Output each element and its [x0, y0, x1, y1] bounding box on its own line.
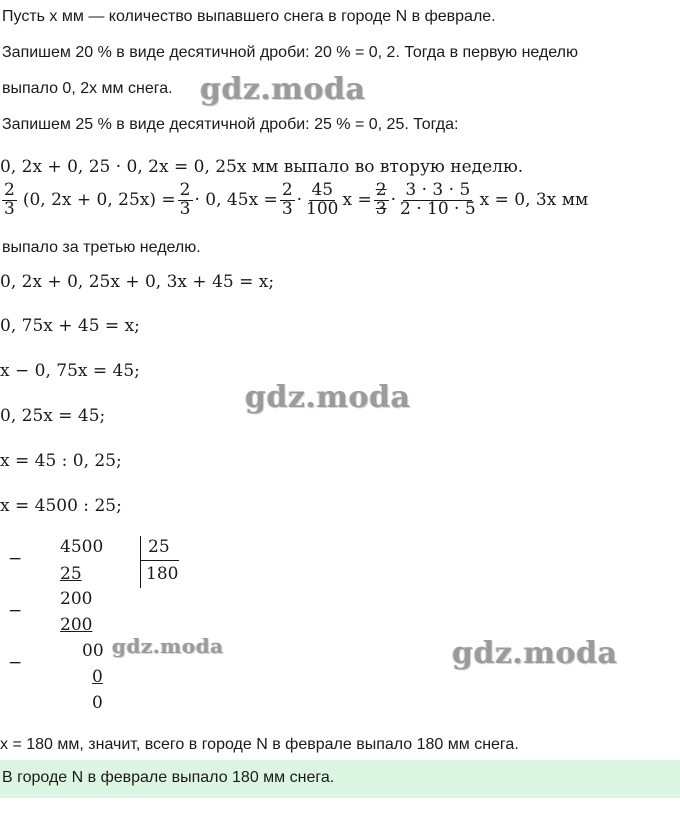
- fraction-reduced: $\frac{3 \cdot 3 \cdot 5}{2 \cdot 10 \cdot 5}$: [399, 180, 476, 219]
- remainder-2: 00: [82, 641, 104, 661]
- dividend: 4500: [60, 537, 104, 557]
- minus-sign-2: −: [8, 601, 23, 621]
- equation-3: x − 0, 75x = 45;: [0, 361, 140, 381]
- percent-line-2: Запишем 25 % в виде десятичной дроби: 25 % = 0, 25. Тогда:: [2, 116, 459, 133]
- watermark-logo: gdz.moda: [452, 636, 618, 671]
- fraction-2-3-b: $\frac{2}{3}$: [179, 180, 191, 219]
- equation-6: x = 4500 : 25;: [0, 496, 122, 516]
- equation-2: 0, 75x + 45 = x;: [0, 316, 140, 336]
- remainder-3: 0: [92, 693, 103, 713]
- third-week-line: выпало за третью неделю.: [2, 239, 201, 256]
- subtract-2: 200: [60, 615, 93, 635]
- first-week-line: выпало 0, 2x мм снега.: [2, 80, 173, 97]
- answer-box: [0, 760, 680, 798]
- percent-line-1: Запишем 20 % в виде десятичной дроби: 20 % = 0, 2. Тогда в первую неделю: [2, 44, 578, 61]
- answer-text: В городе N в феврале выпало 180 мм снега.: [2, 769, 335, 786]
- fraction-2-3-c: $\frac{2}{3}$: [281, 180, 293, 219]
- divisor: 25: [148, 537, 170, 557]
- equation-1: 0, 2x + 0, 25x + 0, 3x + 45 = x;: [0, 272, 275, 292]
- watermark-logo: gdz.moda: [112, 634, 224, 658]
- quotient-line: [141, 560, 179, 561]
- fraction-2-3: $\frac{2}{3}$: [4, 180, 15, 219]
- equation-4: 0, 25x = 45;: [0, 406, 106, 426]
- watermark-logo: gdz.moda: [245, 380, 411, 415]
- fraction-45-100: $\frac{45}{100}$: [306, 180, 339, 219]
- third-week-equation: $\frac{2}{3}$ (0, 2x + 0, 25x) = $\frac{2}{3}$ · 0, 45x = $\frac{2}{3}$ · $\frac{45}{100}$ x = $\frac{2}{3}$ · $\frac{3 \cdot 3 \cdot 5}{2 \cdot 10 \cdot 5}$ x = 0, 3x мм: [4, 180, 589, 219]
- equation-5: x = 45 : 0, 25;: [0, 451, 122, 471]
- intro-line: Пусть x мм — количество выпавшего снега в городе N в феврале.: [2, 8, 496, 25]
- minus-sign-1: −: [8, 549, 23, 569]
- fraction-crossed-2-3: $\frac{2}{3}$: [375, 180, 387, 219]
- watermark-logo: gdz.moda: [200, 72, 366, 107]
- division-vertical-line: [140, 536, 141, 588]
- subtract-3: 0: [92, 667, 103, 687]
- quotient: 180: [146, 564, 179, 584]
- remainder-1: 200: [60, 589, 93, 609]
- subtract-1: 25: [60, 564, 82, 584]
- second-week-line: 0, 2x + 0, 25 · 0, 2x = 0, 25x мм выпало во вторую неделю.: [0, 157, 524, 177]
- conclusion-line: x = 180 мм, значит, всего в городе N в феврале выпало 180 мм снега.: [0, 736, 519, 753]
- minus-sign-3: −: [8, 653, 23, 673]
